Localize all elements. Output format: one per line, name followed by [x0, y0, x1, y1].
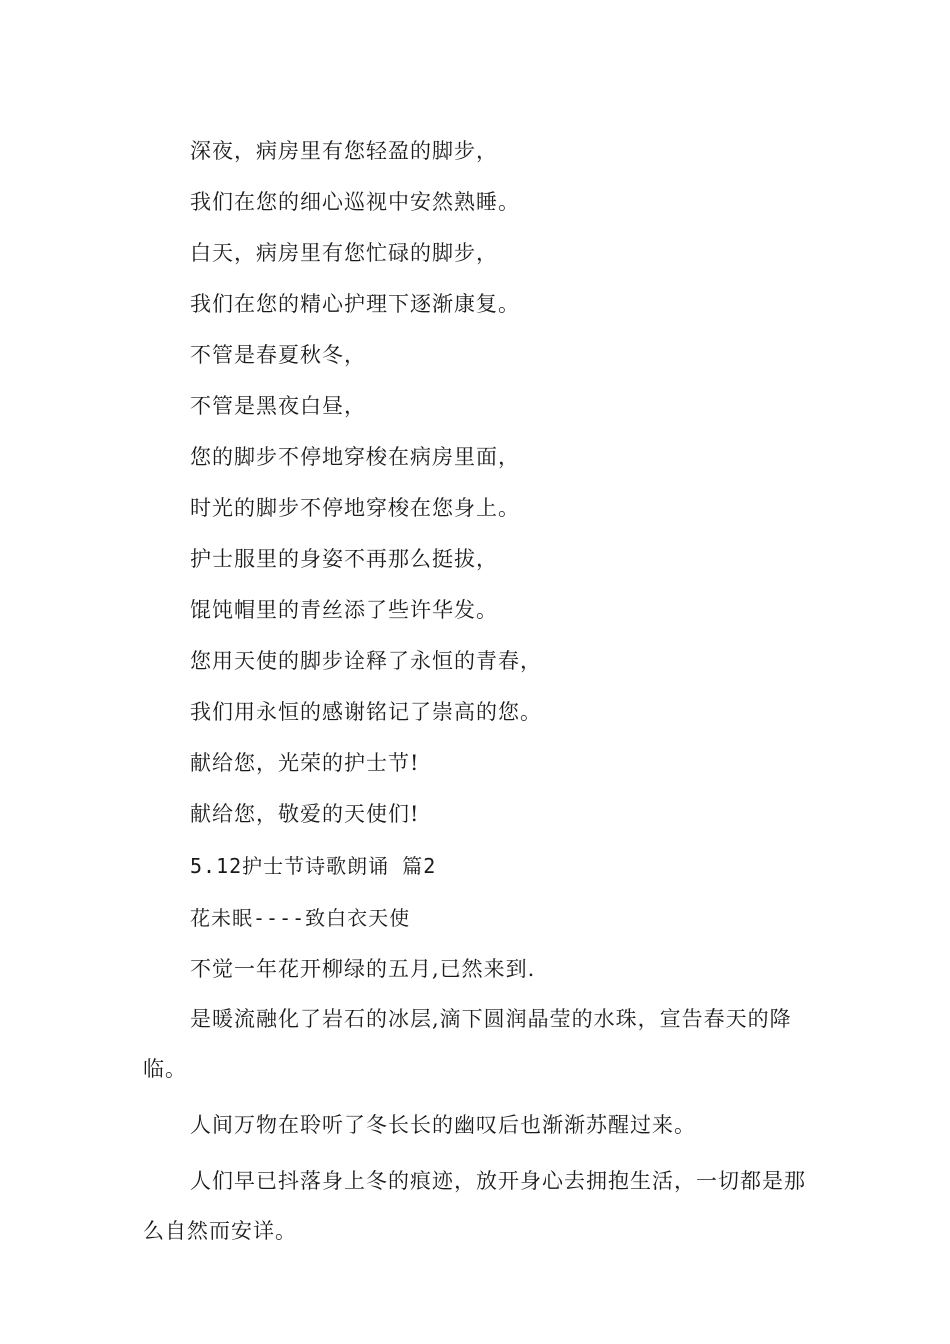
poem-line: 您的脚步不停地穿梭在病房里面， — [190, 445, 520, 469]
poem-line: 我们在您的细心巡视中安然熟睡。 — [190, 190, 520, 214]
poem-line: 馄饨帽里的青丝添了些许华发。 — [190, 598, 498, 622]
poem-line: 不管是春夏秋冬， — [190, 343, 366, 367]
poem-title: 花未眠----致白衣天使 — [190, 906, 411, 930]
poem-line: 时光的脚步不停地穿梭在您身上。 — [190, 496, 520, 520]
poem-line: 我们用永恒的感谢铭记了崇高的您。 — [190, 700, 542, 724]
poem-line: 献给您，敬爱的天使们! — [190, 802, 420, 826]
poem-line: 您用天使的脚步诠释了永恒的青春， — [190, 649, 542, 673]
poem-line: 白天，病房里有您忙碌的脚步， — [190, 241, 498, 265]
paragraph: 人们早已抖落身上冬的痕迹，放开身心去拥抱生活，一切都是那么自然而安详。 — [143, 1169, 806, 1243]
paragraph: 人间万物在聆听了冬长长的幽叹后也渐渐苏醒过来。 — [190, 1113, 696, 1137]
poem-line: 不管是黑夜白昼， — [190, 394, 366, 418]
section-title: 5.12护士节诗歌朗诵 篇2 — [190, 854, 437, 878]
document-body — [143, 126, 813, 1256]
poem-line: 深夜，病房里有您轻盈的脚步， — [190, 139, 498, 163]
paragraph: 不觉一年花开柳绿的五月,已然来到. — [190, 957, 536, 981]
poem-line: 护士服里的身姿不再那么挺拔， — [190, 547, 498, 571]
paragraph: 是暖流融化了岩石的冰层,滴下圆润晶莹的水珠，宣告春天的降临。 — [143, 1007, 792, 1081]
poem-line: 献给您，光荣的护士节! — [190, 751, 420, 775]
poem-line: 我们在您的精心护理下逐渐康复。 — [190, 292, 520, 316]
